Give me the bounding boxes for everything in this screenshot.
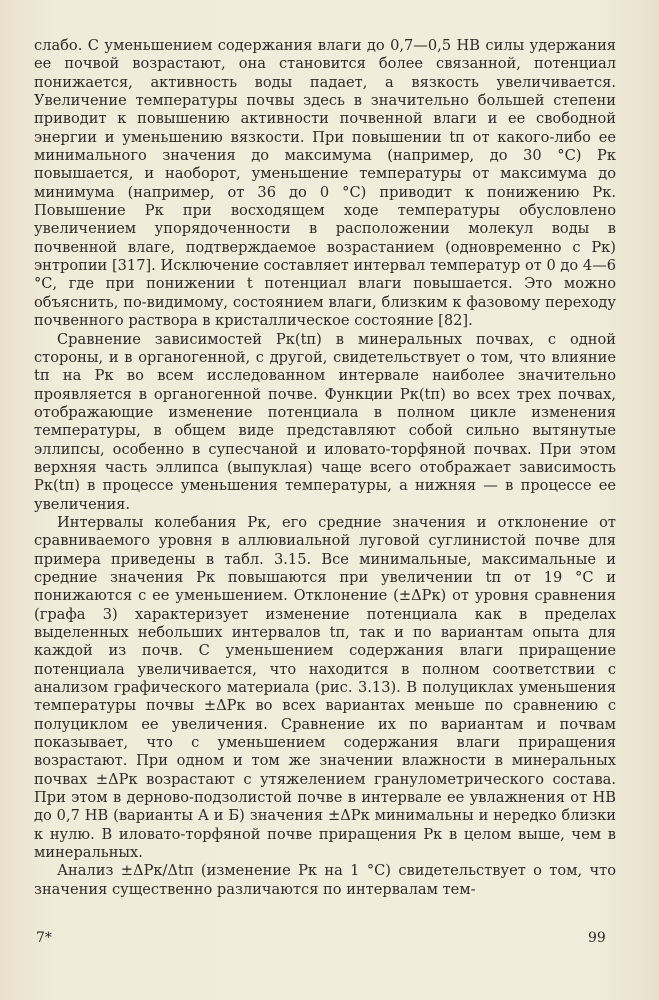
page-number: 99 [588, 930, 606, 946]
body-text [34, 37, 616, 899]
paragraph: Интервалы колебания Pк, его средние значения и отклонение от сравниваемого уровня в аллювиальной луговой суглинистой почве для примера приведены в табл. 3.15. Все минимальные, максимальные и средние значения Pк повышаются при увеличении tп от 19 °С и понижаются с ее уменьшением. Отклонение (±ΔPк) от уровня сравнения (графа 3) характеризует изменение потенциала как в пределах выделенных небольших интервалов tп, так и по вариантам опыта для каждой из почв. С уменьшением содержания влаги приращение потенциала увеличивается, что находится в полном соответствии с анализом графического материала (рис. 3.13). В полуциклах уменьшения температуры почвы ±ΔPк во всех вариантах меньше по сравнению с полуциклом ее увеличения. Сравнение их по вариантам и почвам показывает, что с уменьшением содержания влаги приращения возрастают. При одном и том же значении влажности в минеральных почвах ±ΔPк возрастают с утяжелением гранулометрического состава. При этом в дерново-подзолистой почве в интервале ее увлажнения от НВ до 0,7 НВ (варианты А и Б) значения ±ΔPк минимальны и нередко близки к нулю. В иловато-торфяной почве приращения Pк в целом выше, чем в минеральных. [34, 513, 616, 862]
paragraph: Сравнение зависимостей Pк(tп) в минеральных почвах, с одной стороны, и в органогенной, с другой, свидетельствует о том, что влияние tп на Pк во всем исследованном интервале наиболее значительно проявляется в органогенной почве. Функции Pк(tп) во всех трех почвах, отображающие изменение потенциала в полном цикле изменения температуры, в общем виде представляют собой сильно вытянутые эллипсы, особенно в супесчаной и иловато-торфяной почвах. При этом верхняя часть эллипса (выпуклая) чаще всего отображает зависимость Pк(tп) в процессе уменьшения температуры, а нижняя — в процессе ее увеличения. [34, 330, 616, 513]
paragraph: слабо. С уменьшением содержания влаги до 0,7—0,5 НВ силы удержания ее почвой возрастают, она становится более связанной, потенциал понижается, активность воды падает, а вязкость увеличивается. Увеличение температуры почвы здесь в значительно большей степени приводит к повышению активности почвенной влаги и ее свободной энергии и уменьшению вязкости. При повышении tп от какого-либо ее минимального значения до максимума (например, до 30 °С) Pк повышается, и наоборот, уменьшение температуры от максимума до минимума (например, от 36 до 0 °С) приводит к понижению Pк. Повышение Pк при восходящем ходе температуры обусловлено увеличением упорядоченности в расположении молекул воды в почвенной влаге, подтверждаемое возрастанием (одновременно с Pк) энтропии [317]. Исключение составляет интервал температур от 0 до 4—6 °С, где при понижении t потенциал влаги повышается. Это можно объяснить, по-видимому, состоянием влаги, близким к фазовому переходу почвенного раствора в кристаллическое состояние [82]. [34, 37, 616, 330]
signature-mark: 7* [36, 930, 52, 946]
paragraph: Анализ ±ΔPк/Δtп (изменение Pк на 1 °С) свидетельствует о том, что значения существенно различаются по интервалам тем- [34, 862, 616, 898]
